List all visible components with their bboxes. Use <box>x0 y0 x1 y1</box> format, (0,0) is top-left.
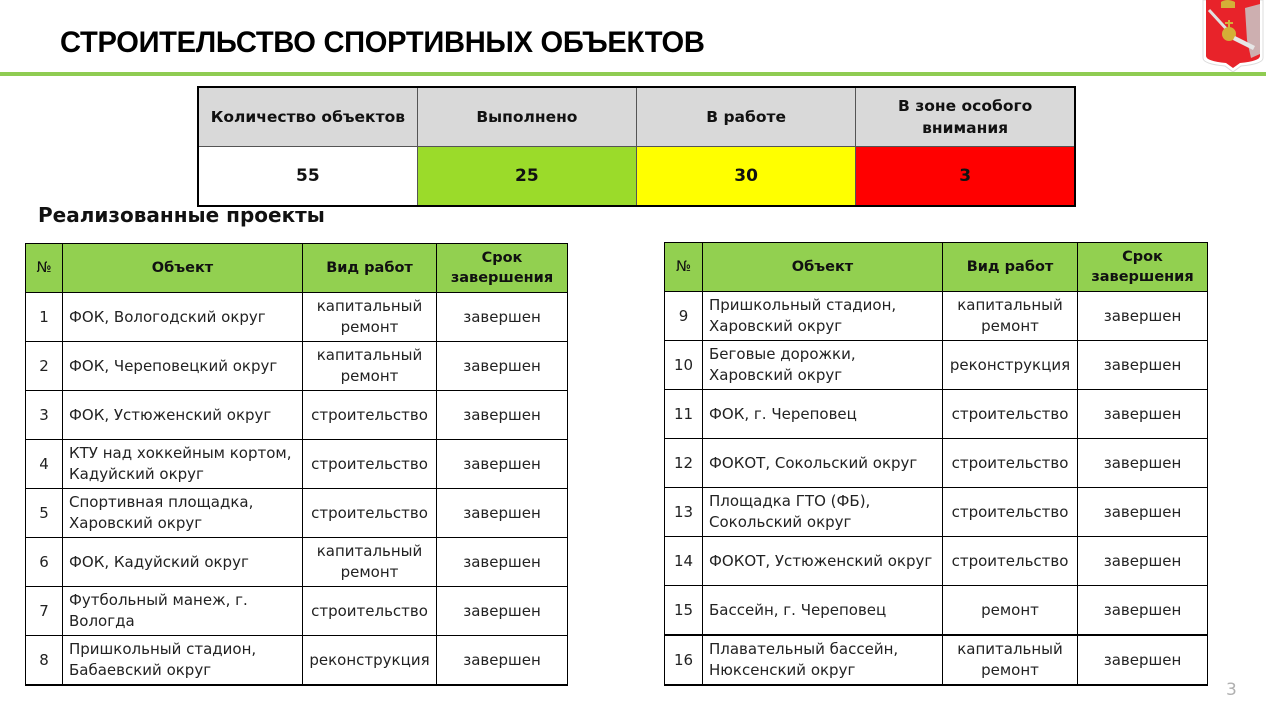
work-type: реконструкция <box>943 341 1078 390</box>
completion-status: завершен <box>437 538 568 587</box>
object-name: Плавательный бассейн, Нюксенский округ <box>703 635 943 685</box>
table-row <box>665 488 1208 537</box>
column-header-work-type: Вид работ <box>943 243 1078 292</box>
completion-status: завершен <box>437 489 568 538</box>
object-name: Беговые дорожки, Харовский округ <box>703 341 943 390</box>
row-number: 3 <box>26 391 63 440</box>
work-type: строительство <box>943 488 1078 537</box>
completion-status: завершен <box>1078 537 1208 586</box>
vologda-coat-of-arms-icon <box>1201 0 1265 72</box>
row-number: 10 <box>665 341 703 390</box>
table-row <box>665 586 1208 636</box>
summary-value-attention: 3 <box>856 147 1075 207</box>
summary-value-total: 55 <box>198 147 417 207</box>
column-header-work-type: Вид работ <box>303 244 437 293</box>
row-number: 7 <box>26 587 63 636</box>
summary-value-done: 25 <box>417 147 636 207</box>
summary-header-in-work: В работе <box>637 87 856 147</box>
work-type: капитальный ремонт <box>943 635 1078 685</box>
page-title: СТРОИТЕЛЬСТВО СПОРТИВНЫХ ОБЪЕКТОВ <box>60 26 705 59</box>
column-header-object: Объект <box>703 243 943 292</box>
summary-table <box>197 86 1076 207</box>
work-type: строительство <box>303 587 437 636</box>
page-number: 3 <box>1226 680 1237 700</box>
completion-status: завершен <box>437 342 568 391</box>
section-title: Реализованные проекты <box>38 203 325 227</box>
column-header-deadline: Срок завершения <box>437 244 568 293</box>
column-header-object: Объект <box>63 244 303 293</box>
object-name: Пришкольный стадион, Харовский округ <box>703 292 943 341</box>
summary-header-done: Выполнено <box>417 87 636 147</box>
completion-status: завершен <box>1078 341 1208 390</box>
work-type: ремонт <box>943 586 1078 636</box>
completion-status: завершен <box>1078 635 1208 685</box>
table-row <box>665 292 1208 341</box>
object-name: Пришкольный стадион, Бабаевский округ <box>63 636 303 686</box>
row-number: 1 <box>26 293 63 342</box>
work-type: строительство <box>943 537 1078 586</box>
table-row <box>26 391 568 440</box>
object-name: ФОК, Вологодский округ <box>63 293 303 342</box>
work-type: капитальный ремонт <box>303 293 437 342</box>
row-number: 11 <box>665 390 703 439</box>
completion-status: завершен <box>437 440 568 489</box>
table-row <box>26 293 568 342</box>
table-row <box>26 440 568 489</box>
table-row <box>665 439 1208 488</box>
work-type: строительство <box>303 489 437 538</box>
completion-status: завершен <box>437 391 568 440</box>
table-row <box>665 537 1208 586</box>
summary-header-total: Количество объектов <box>198 87 417 147</box>
table-row <box>26 636 568 686</box>
object-name: ФОК, г. Череповец <box>703 390 943 439</box>
object-name: ФОКОТ, Устюженский округ <box>703 537 943 586</box>
completion-status: завершен <box>437 587 568 636</box>
completion-status: завершен <box>1078 586 1208 636</box>
object-name: ФОК, Кадуйский округ <box>63 538 303 587</box>
object-name: ФОК, Устюженский округ <box>63 391 303 440</box>
object-name: Футбольный манеж, г. Вологда <box>63 587 303 636</box>
completion-status: завершен <box>1078 390 1208 439</box>
row-number: 8 <box>26 636 63 686</box>
completion-status: завершен <box>437 293 568 342</box>
table-row <box>665 341 1208 390</box>
table-row <box>26 587 568 636</box>
completion-status: завершен <box>1078 292 1208 341</box>
table-row <box>665 635 1208 685</box>
row-number: 16 <box>665 635 703 685</box>
row-number: 9 <box>665 292 703 341</box>
completion-status: завершен <box>1078 488 1208 537</box>
column-header-deadline: Срок завершения <box>1078 243 1208 292</box>
row-number: 13 <box>665 488 703 537</box>
table-row <box>665 390 1208 439</box>
object-name: Площадка ГТО (ФБ), Сокольский округ <box>703 488 943 537</box>
summary-value-in-work: 30 <box>637 147 856 207</box>
table-row <box>26 489 568 538</box>
row-number: 6 <box>26 538 63 587</box>
work-type: строительство <box>303 440 437 489</box>
work-type: строительство <box>303 391 437 440</box>
object-name: ФОКОТ, Сокольский округ <box>703 439 943 488</box>
object-name: ФОК, Череповецкий округ <box>63 342 303 391</box>
table-row <box>26 342 568 391</box>
table-row <box>26 538 568 587</box>
row-number: 14 <box>665 537 703 586</box>
object-name: КТУ над хоккейным кортом, Кадуйский округ <box>63 440 303 489</box>
row-number: 15 <box>665 586 703 636</box>
row-number: 5 <box>26 489 63 538</box>
summary-header-attention: В зоне особого внимания <box>856 87 1075 147</box>
object-name: Бассейн, г. Череповец <box>703 586 943 636</box>
column-header-num: № <box>665 243 703 292</box>
row-number: 4 <box>26 440 63 489</box>
work-type: реконструкция <box>303 636 437 686</box>
work-type: строительство <box>943 390 1078 439</box>
completion-status: завершен <box>437 636 568 686</box>
projects-table-right <box>664 242 1208 686</box>
work-type: строительство <box>943 439 1078 488</box>
work-type: капитальный ремонт <box>303 538 437 587</box>
object-name: Спортивная площадка, Харовский округ <box>63 489 303 538</box>
row-number: 12 <box>665 439 703 488</box>
header-divider <box>0 72 1266 76</box>
column-header-num: № <box>26 244 63 293</box>
work-type: капитальный ремонт <box>303 342 437 391</box>
row-number: 2 <box>26 342 63 391</box>
projects-table-left <box>25 243 568 686</box>
work-type: капитальный ремонт <box>943 292 1078 341</box>
completion-status: завершен <box>1078 439 1208 488</box>
